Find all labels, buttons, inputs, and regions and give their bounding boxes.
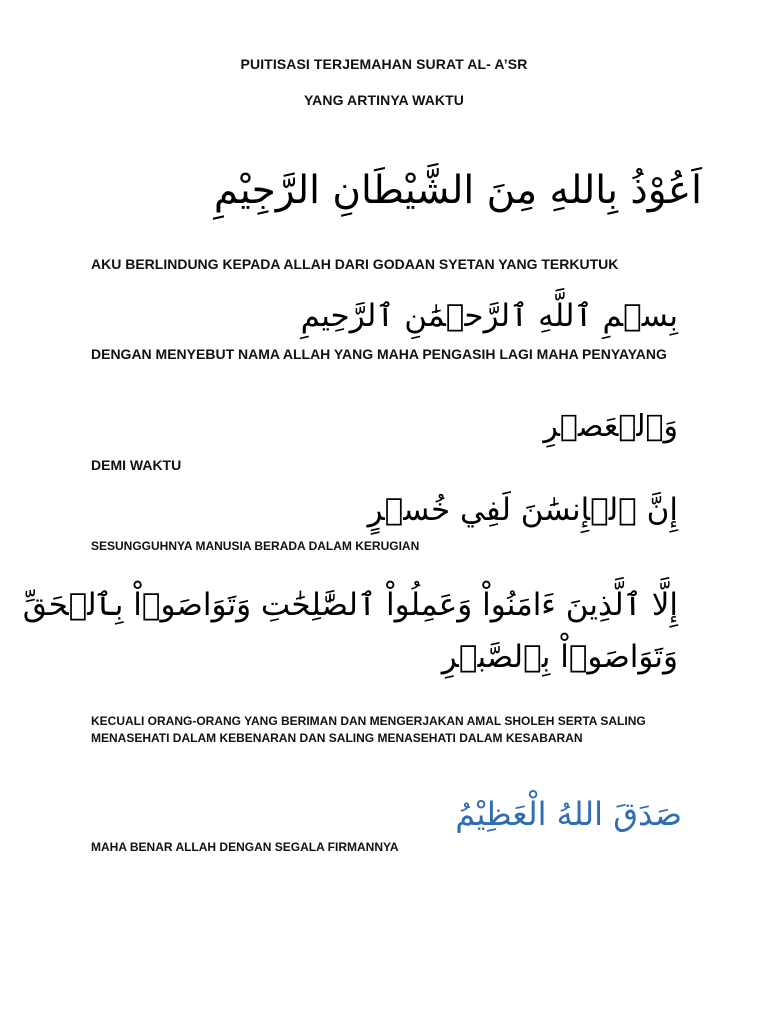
arabic-taawudz: اَعُوْذُ بِاللهِ مِنَ الشَّيْطَانِ الرَّجِيْمِ xyxy=(213,168,702,213)
arabic-verse-3-line-1: إِلَّا ٱلَّذِينَ ءَامَنُواْ وَعَمِلُواْ ٱلصَّٰلِحَٰتِ وَتَوَاصَوۡاْ بِٱلۡحَقِّ xyxy=(22,587,678,623)
arabic-verse-2: إِنَّ ٱلۡإِنسَٰنَ لَفِي خُسۡرٍ xyxy=(367,492,678,528)
meaning-taawudz: AKU BERLINDUNG KEPADA ALLAH DARI GODAAN SYETAN YANG TERKUTUK xyxy=(91,256,619,272)
arabic-verse-3-line-2: وَتَوَاصَوۡاْ بِٱلصَّبۡرِ xyxy=(441,639,678,675)
arabic-basmalah: بِسۡمِ ٱللَّهِ ٱلرَّحۡمَٰنِ ٱلرَّحِيمِ xyxy=(300,298,678,334)
arabic-verse-1: وَٱلۡعَصۡرِ xyxy=(543,409,678,444)
meaning-basmalah: DENGAN MENYEBUT NAMA ALLAH YANG MAHA PENGASIH LAGI MAHA PENYAYANG xyxy=(91,346,667,362)
meaning-verse-2: SESUNGGUHNYA MANUSIA BERADA DALAM KERUGIAN xyxy=(91,539,420,553)
document-title: PUITISASI TERJEMAHAN SURAT AL- A’SR xyxy=(240,56,528,72)
meaning-verse-1: DEMI WAKTU xyxy=(91,457,182,473)
meaning-verse-3: KECUALI ORANG-ORANG YANG BERIMAN DAN MENGERJAKAN AMAL SHOLEH SERTA SALING MENASEHATI DALAM KEBENARAN DAN SALING MENASEHATI DALAM KESABARAN xyxy=(91,714,646,745)
document-subtitle: YANG ARTINYA WAKTU xyxy=(304,92,464,108)
arabic-closing: صَدَقَ اللهُ الْعَظِيْمُ xyxy=(455,795,682,833)
meaning-closing: MAHA BENAR ALLAH DENGAN SEGALA FIRMANNYA xyxy=(91,840,399,854)
